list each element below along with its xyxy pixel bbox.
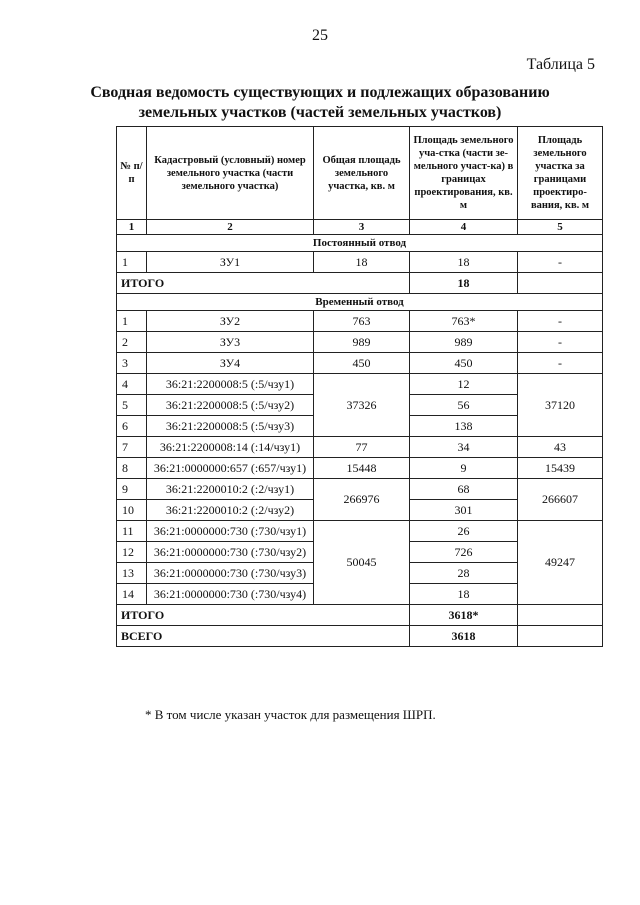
row-number: 14: [117, 584, 147, 605]
total-area: 15448: [314, 458, 410, 479]
total-value: 18: [410, 273, 518, 294]
cadastral-number: ЗУ4: [147, 353, 314, 374]
column-number: 5: [518, 220, 603, 235]
grand-total-empty-cell: [518, 626, 603, 647]
total-area: 450: [314, 353, 410, 374]
footnote: * В том числе указан участок для размещения ШРП.: [145, 707, 436, 722]
row-number: 12: [117, 542, 147, 563]
area-inside: 9: [410, 458, 518, 479]
row-number: 7: [117, 437, 147, 458]
area-inside: 68: [410, 479, 518, 500]
cadastral-number: 36:21:2200008:5 (:5/чзу1): [147, 374, 314, 395]
total-row-temporary: [117, 605, 603, 626]
row-number: 9: [117, 479, 147, 500]
document-title: [0, 83, 640, 123]
area-inside: 763*: [410, 311, 518, 332]
section-title-permanent: Постоянный отвод: [117, 235, 603, 252]
total-area-merged: 50045: [314, 521, 410, 605]
area-inside: 18: [410, 252, 518, 273]
area-inside: 56: [410, 395, 518, 416]
row-number: 13: [117, 563, 147, 584]
row-number: 3: [117, 353, 147, 374]
area-inside: 450: [410, 353, 518, 374]
table-row: [117, 479, 603, 500]
cadastral-number: 36:21:2200010:2 (:2/чзу1): [147, 479, 314, 500]
area-inside: 28: [410, 563, 518, 584]
title-line-1: Сводная ведомость существующих и подлежащих образованию: [90, 84, 550, 101]
cadastral-number: 36:21:2200008:14 (:14/чзу1): [147, 437, 314, 458]
column-number: 1: [117, 220, 147, 235]
table-row: [117, 353, 603, 374]
cadastral-number: 36:21:0000000:730 (:730/чзу4): [147, 584, 314, 605]
area-outside-merged: 37120: [518, 374, 603, 437]
grand-total-value: 3618: [410, 626, 518, 647]
row-number: 2: [117, 332, 147, 353]
row-number: 1: [117, 252, 147, 273]
table-label: Таблица 5: [526, 56, 595, 73]
total-area-merged: 37326: [314, 374, 410, 437]
cadastral-number: 36:21:2200008:5 (:5/чзу2): [147, 395, 314, 416]
header-cadastral-number: Кадастровый (условный) номер земельного участка (части земельного участка): [147, 127, 314, 220]
table-row: [117, 252, 603, 273]
area-inside: 18: [410, 584, 518, 605]
area-outside: 15439: [518, 458, 603, 479]
cadastral-number: 36:21:0000000:730 (:730/чзу3): [147, 563, 314, 584]
total-row-permanent: [117, 273, 603, 294]
area-inside: 34: [410, 437, 518, 458]
title-line-2: земельных участков (частей земельных участков): [138, 104, 502, 121]
cadastral-number: 36:21:2200008:5 (:5/чзу3): [147, 416, 314, 437]
header-area-inside: Площадь земельного уча-стка (части зе-мельного участ-ка) в границах проектирования, кв. м: [410, 127, 518, 220]
total-label: ИТОГО: [117, 605, 410, 626]
area-outside-merged: 266607: [518, 479, 603, 521]
total-empty-cell: [518, 273, 603, 294]
total-label: ИТОГО: [117, 273, 410, 294]
cadastral-number: ЗУ2: [147, 311, 314, 332]
area-outside: -: [518, 332, 603, 353]
row-number: 11: [117, 521, 147, 542]
section-title-temporary: Временный отвод: [117, 294, 603, 311]
column-number: 4: [410, 220, 518, 235]
header-number: № п/п: [117, 127, 147, 220]
table-row: [117, 374, 603, 395]
cadastral-number: 36:21:0000000:730 (:730/чзу1): [147, 521, 314, 542]
column-numbers-row: [117, 220, 603, 235]
header-area-outside: Площадь земельного участка за границами проектиро-вания, кв. м: [518, 127, 603, 220]
area-inside: 726: [410, 542, 518, 563]
row-number: 1: [117, 311, 147, 332]
grand-total-label: ВСЕГО: [117, 626, 410, 647]
section-header-temporary: [117, 294, 603, 311]
area-inside: 301: [410, 500, 518, 521]
area-inside: 989: [410, 332, 518, 353]
area-outside: -: [518, 252, 603, 273]
table-row: [117, 458, 603, 479]
area-inside: 12: [410, 374, 518, 395]
table-row: [117, 521, 603, 542]
row-number: 4: [117, 374, 147, 395]
section-header-permanent: [117, 235, 603, 252]
row-number: 6: [117, 416, 147, 437]
total-area: 18: [314, 252, 410, 273]
cadastral-number: ЗУ3: [147, 332, 314, 353]
total-area-merged: 266976: [314, 479, 410, 521]
row-number: 10: [117, 500, 147, 521]
area-outside: -: [518, 353, 603, 374]
total-value: 3618*: [410, 605, 518, 626]
area-outside-merged: 49247: [518, 521, 603, 605]
row-number: 5: [117, 395, 147, 416]
table-row: [117, 332, 603, 353]
row-number: 8: [117, 458, 147, 479]
total-area: 763: [314, 311, 410, 332]
header-row: [117, 127, 603, 220]
total-empty-cell: [518, 605, 603, 626]
area-outside: 43: [518, 437, 603, 458]
area-inside: 138: [410, 416, 518, 437]
total-area: 989: [314, 332, 410, 353]
area-inside: 26: [410, 521, 518, 542]
cadastral-number: 36:21:2200010:2 (:2/чзу2): [147, 500, 314, 521]
grand-total-row: [117, 626, 603, 647]
table-row: [117, 437, 603, 458]
column-number: 2: [147, 220, 314, 235]
column-number: 3: [314, 220, 410, 235]
header-total-area: Общая площадь земельного участка, кв. м: [314, 127, 410, 220]
cadastral-number: 36:21:0000000:730 (:730/чзу2): [147, 542, 314, 563]
parcels-table: [116, 126, 603, 647]
page-number: 25: [312, 27, 328, 44]
area-outside: -: [518, 311, 603, 332]
total-area: 77: [314, 437, 410, 458]
cadastral-number: ЗУ1: [147, 252, 314, 273]
cadastral-number: 36:21:0000000:657 (:657/чзу1): [147, 458, 314, 479]
table-row: [117, 311, 603, 332]
